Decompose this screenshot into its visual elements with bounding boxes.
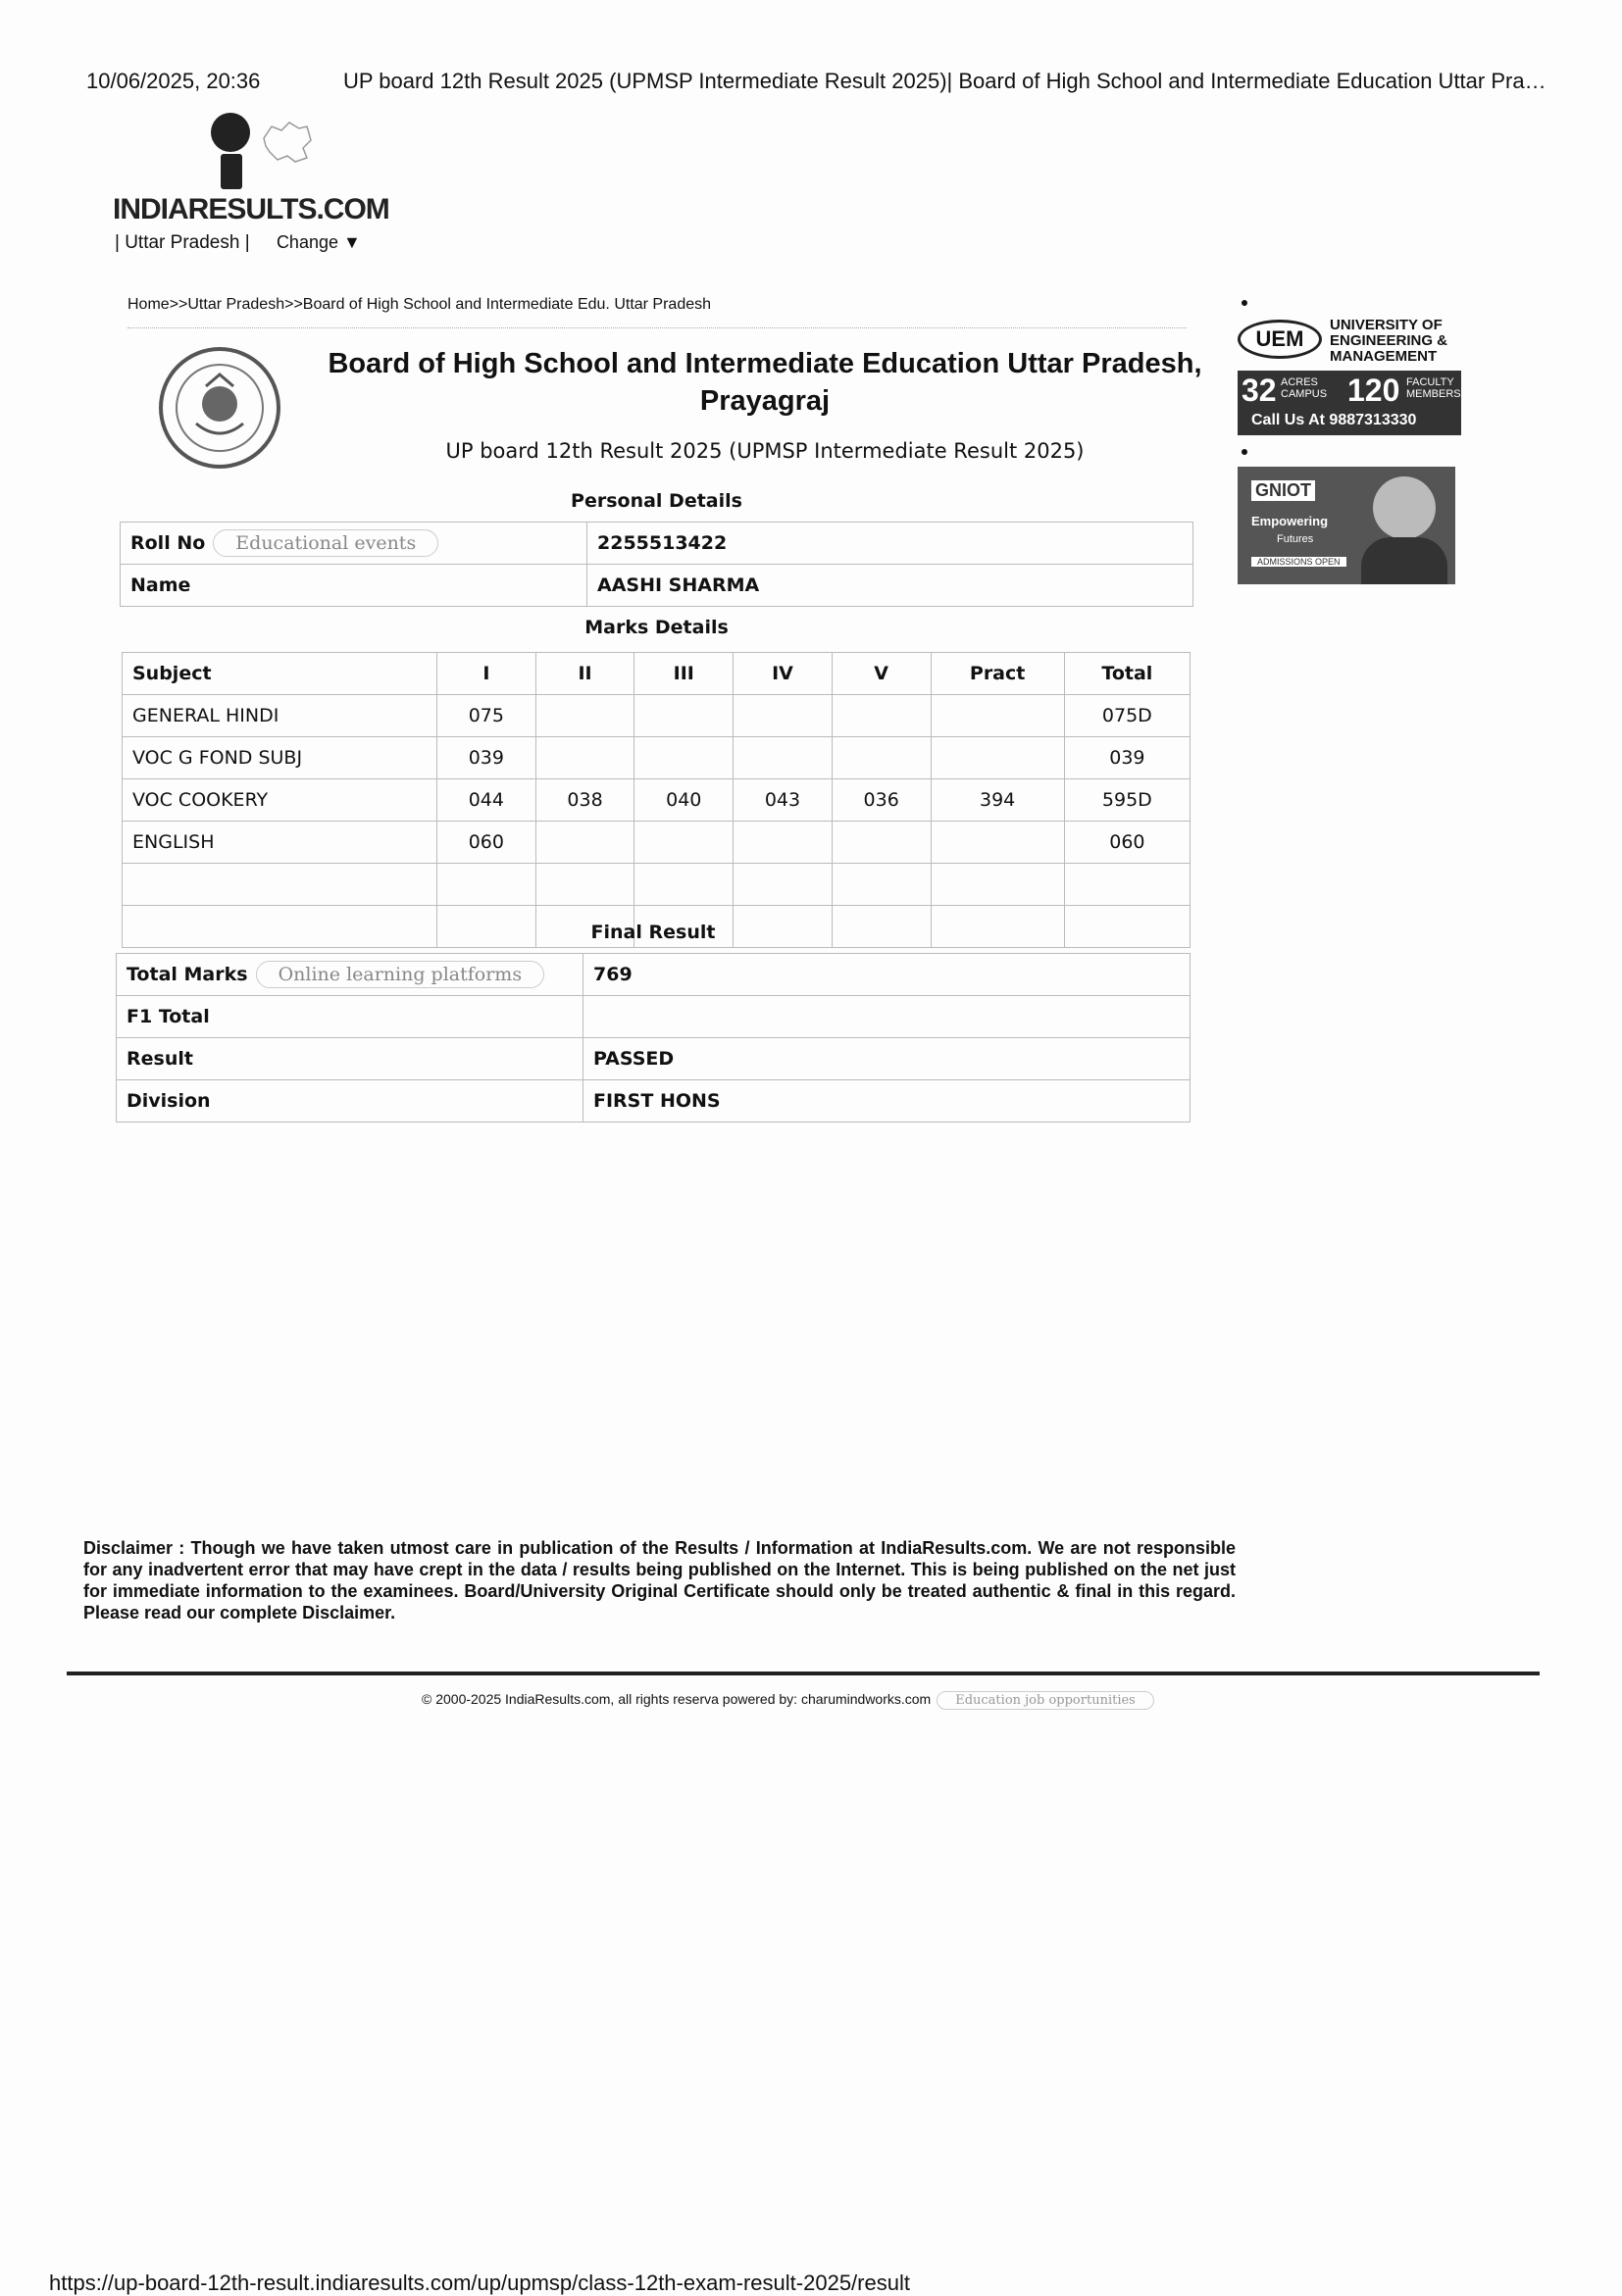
mark-cell — [634, 695, 734, 737]
gniot-subtagline: Futures — [1277, 533, 1314, 545]
mark-cell: 060 — [437, 822, 536, 864]
total-cell: 039 — [1064, 737, 1190, 779]
footer-divider — [67, 1672, 1540, 1675]
mark-cell: 040 — [634, 779, 734, 822]
uem-acres-label: ACRES CAMPUS — [1281, 376, 1328, 400]
uem-call-number: Call Us At 9887313330 — [1251, 412, 1417, 428]
col-subject: Subject — [123, 653, 437, 695]
list-bullet — [1242, 449, 1247, 455]
board-seal-logo — [157, 345, 282, 471]
breadcrumb — [127, 296, 711, 314]
total-cell — [1064, 864, 1190, 906]
mark-cell — [634, 737, 734, 779]
uem-faculty-label: FACULTY MEMBERS — [1406, 376, 1461, 400]
mark-cell — [535, 737, 634, 779]
col-pract: Pract — [931, 653, 1064, 695]
uem-name-line: MANAGEMENT — [1330, 348, 1438, 365]
marks-table — [122, 652, 1191, 948]
roll-no-cell — [121, 523, 587, 565]
division-value: FIRST HONS — [583, 1080, 1191, 1123]
uem-name-line: UNIVERSITY OF — [1330, 317, 1443, 333]
total-cell: 595D — [1064, 779, 1190, 822]
mark-cell — [734, 695, 833, 737]
site-logo[interactable] — [113, 113, 389, 260]
roll-no-value: 2255513422 — [587, 523, 1193, 565]
mark-cell — [535, 695, 634, 737]
subject-cell: VOC COOKERY — [123, 779, 437, 822]
mark-cell: 036 — [832, 779, 931, 822]
col-iii: III — [634, 653, 734, 695]
uem-advertisement[interactable] — [1238, 316, 1461, 435]
total-marks-label: Total Marks — [127, 964, 248, 985]
mark-cell: 043 — [734, 779, 833, 822]
change-state-button[interactable]: Change ▼ — [276, 232, 361, 252]
division-label: Division — [117, 1080, 583, 1123]
f1-total-value — [583, 996, 1191, 1038]
footer — [422, 1691, 1154, 1710]
state-label: | Uttar Pradesh | — [115, 232, 250, 253]
print-url: https://up-board-12th-result.indiaresults.com/up/upmsp/class-12th-exam-result-2025/result — [49, 2271, 910, 2295]
divider — [127, 327, 1187, 328]
total-cell: 060 — [1064, 822, 1190, 864]
col-ii: II — [535, 653, 634, 695]
mark-cell — [634, 864, 734, 906]
uem-acres-number: 32 — [1242, 373, 1277, 408]
section-heading: Marks Details — [584, 617, 729, 638]
mark-cell — [535, 822, 634, 864]
uem-badge-logo: UEM — [1238, 320, 1322, 359]
marks-header-row — [123, 653, 1191, 695]
mark-cell — [931, 737, 1064, 779]
print-datetime: 10/06/2025, 20:36 — [86, 69, 261, 93]
mark-cell — [437, 864, 536, 906]
mark-cell — [832, 864, 931, 906]
result-value: PASSED — [583, 1038, 1191, 1080]
mark-cell — [832, 822, 931, 864]
state-selector — [115, 232, 361, 254]
mark-cell — [535, 864, 634, 906]
total-marks-cell — [117, 954, 583, 996]
roll-no-label: Roll No — [130, 532, 206, 554]
mark-cell — [734, 822, 833, 864]
mark-cell — [931, 864, 1064, 906]
uem-faculty-number: 120 — [1347, 373, 1400, 408]
subject-cell — [123, 864, 437, 906]
name-label: Name — [121, 565, 587, 607]
uttar-pradesh-map-icon — [260, 119, 315, 166]
mark-cell — [931, 822, 1064, 864]
online-learning-pill[interactable]: Online learning platforms — [256, 961, 545, 988]
result-label: Result — [117, 1038, 583, 1080]
board-title: Board of High School and Intermediate Education Uttar Pradesh, Prayagraj — [328, 348, 1202, 417]
total-cell: 075D — [1064, 695, 1190, 737]
mark-cell — [634, 822, 734, 864]
footer-copyright: © 2000-2025 IndiaResults.com, all rights reserva powered by: charumindworks.com — [422, 1691, 932, 1707]
logo-mark-icon — [211, 113, 254, 189]
person-photo — [1373, 476, 1436, 539]
mark-cell: 075 — [437, 695, 536, 737]
subject-cell: VOC G FOND SUBJ — [123, 737, 437, 779]
mark-cell — [734, 737, 833, 779]
breadcrumb-board-link[interactable]: Board of High School and Intermediate Edu. Uttar Pradesh — [302, 296, 712, 313]
section-heading: Final Result — [590, 922, 716, 943]
table-row — [123, 822, 1191, 864]
mark-cell — [931, 695, 1064, 737]
table-row — [123, 779, 1191, 822]
col-v: V — [832, 653, 931, 695]
breadcrumb-separator: >> — [169, 296, 188, 313]
final-result-table — [116, 912, 1191, 1123]
breadcrumb-home-link[interactable]: Home — [127, 296, 170, 313]
f1-total-label: F1 Total — [117, 996, 583, 1038]
personal-details-table — [120, 480, 1193, 648]
name-value: AASHI SHARMA — [587, 565, 1193, 607]
breadcrumb-separator: >> — [284, 296, 303, 313]
mark-cell: 039 — [437, 737, 536, 779]
mark-cell: 038 — [535, 779, 634, 822]
list-bullet — [1242, 300, 1247, 306]
table-row — [123, 864, 1191, 906]
mark-cell — [734, 864, 833, 906]
uem-name — [1330, 318, 1447, 365]
col-i: I — [437, 653, 536, 695]
section-heading: Personal Details — [571, 490, 742, 512]
breadcrumb-state-link[interactable]: Uttar Pradesh — [187, 296, 285, 313]
mark-cell — [832, 695, 931, 737]
table-row — [123, 737, 1191, 779]
col-iv: IV — [734, 653, 833, 695]
print-page-title: UP board 12th Result 2025 (UPMSP Intermediate Result 2025)| Board of High School and Intermediate Education Uttar Pra… — [343, 69, 1546, 93]
total-marks-value: 769 — [583, 954, 1191, 996]
gniot-tagline: Empowering — [1251, 514, 1329, 528]
mark-cell: 044 — [437, 779, 536, 822]
logo-text: INDIARESULTS.COM — [113, 193, 389, 225]
mark-cell — [832, 737, 931, 779]
uem-stats-panel — [1238, 371, 1461, 435]
disclaimer-text: Disclaimer : Though we have taken utmost care in publication of the Results / Information at IndiaResults.com. We are not responsible for any inadvertent error that may have crept in the data / results being published on the Internet. This is being published on the net just for immediate information to the examinees. Board/University Original Certificate should only be treated authentic & final in this regard. Please read our complete Disclaimer. — [83, 1538, 1236, 1622]
subject-cell: ENGLISH — [123, 822, 437, 864]
gniot-advertisement[interactable] — [1238, 467, 1455, 584]
subject-cell: GENERAL HINDI — [123, 695, 437, 737]
education-jobs-pill[interactable]: Education job opportunities — [937, 1691, 1154, 1710]
table-row — [123, 695, 1191, 737]
col-total: Total — [1064, 653, 1190, 695]
uem-name-line: ENGINEERING & — [1330, 332, 1448, 349]
gniot-logo: GNIOT — [1251, 480, 1315, 501]
gniot-admissions-badge: ADMISSIONS OPEN — [1251, 557, 1346, 567]
person-body — [1361, 537, 1447, 584]
mark-cell: 394 — [931, 779, 1064, 822]
result-subtitle: UP board 12th Result 2025 (UPMSP Intermediate Result 2025) — [445, 439, 1085, 463]
educational-events-pill[interactable]: Educational events — [213, 529, 438, 557]
